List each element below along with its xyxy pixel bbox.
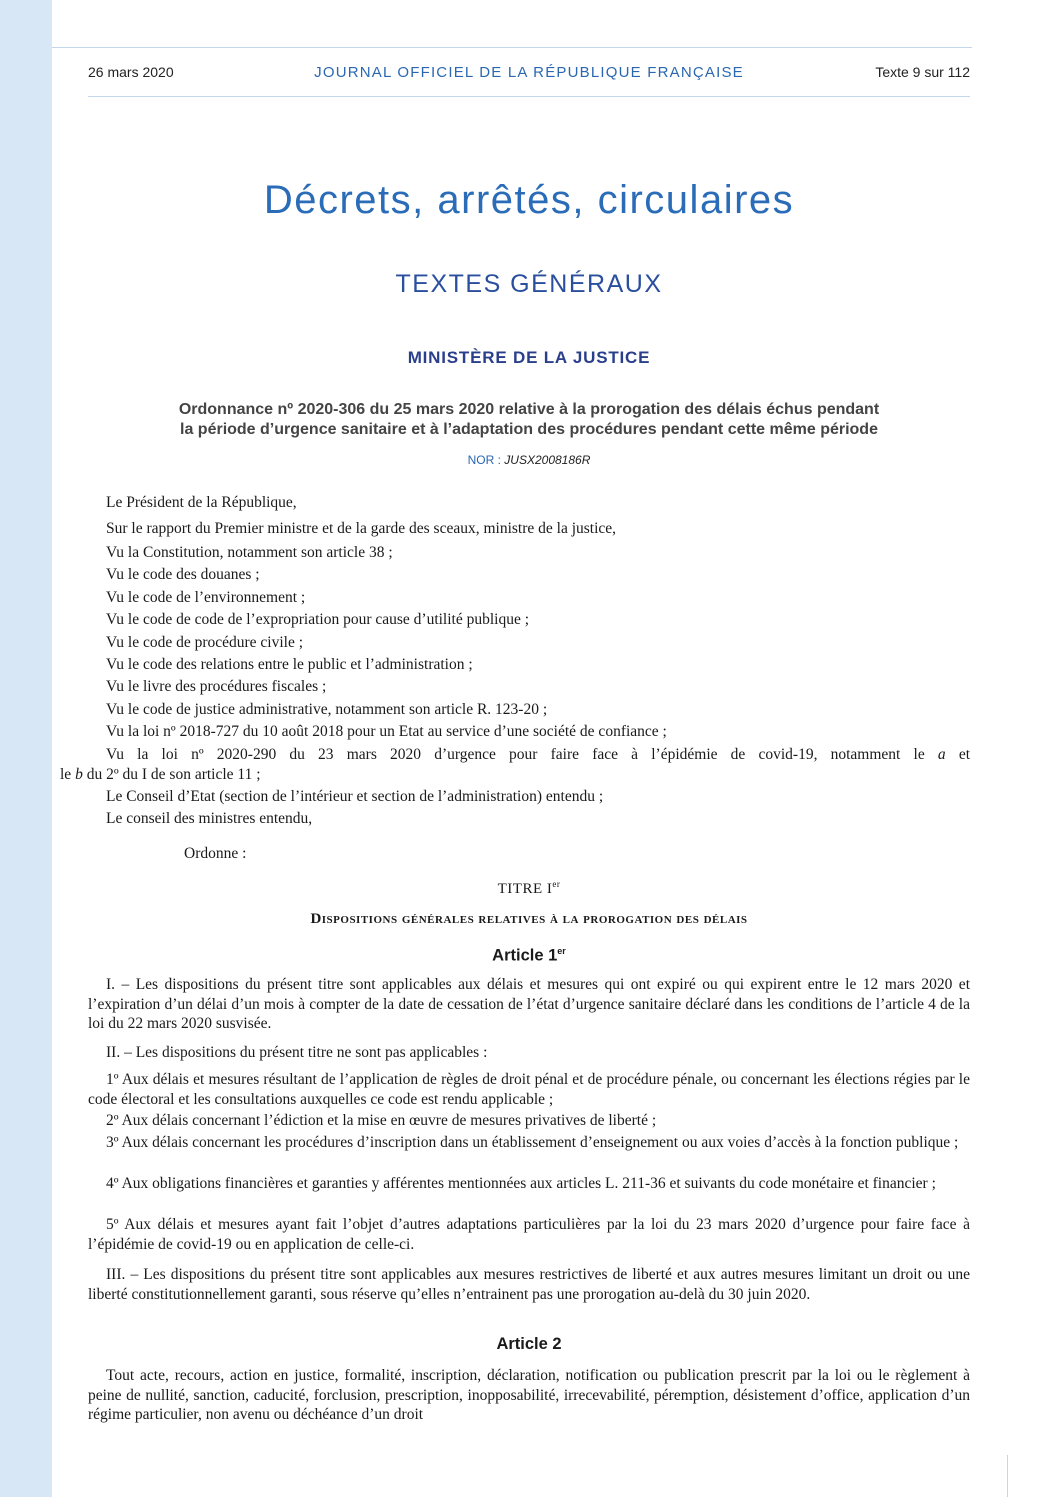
article-paragraph: III. – Les dispositions du présent titre sont applicables aux mesures restrictives de liberté et aux autres mesures limitant un droit ou une liberté constitutionnellement garanti, sous réserve qu’elles n’entrainent pas une prorogation au-delà du 30 juin 2020. — [88, 1266, 970, 1303]
article-paragraph: I. – Les dispositions du présent titre sont applicables aux délais et mesures qui ont expiré ou qui expirent entre le 12 mars 2020 et l’expiration d’un délai d’un mois à compter de la date de cessation de l’état d’urgence sanitaire déclaré dans les conditions de l’article 4 de la loi du 22 mars 2020 susvisée. — [88, 976, 970, 1033]
article-2-heading: Article 2 — [496, 1335, 562, 1353]
header-page-number: Texte 9 sur 112 — [875, 64, 970, 80]
header-journal-name: JOURNAL OFFICIEL DE LA RÉPUBLIQUE FRANÇAISE — [314, 64, 744, 81]
header-rule — [88, 96, 970, 97]
nor-label: NOR : — [467, 453, 505, 467]
preamble-line-vu-loi-2020-cont: le b du 2º du I de son article 11 ; — [60, 766, 261, 783]
titre-heading: TITRE Ier — [497, 879, 561, 897]
article-paragraph: 2º Aux délais concernant l’édiction et la mise en œuvre de mesures privatives de liberté ; — [106, 1112, 657, 1129]
article-paragraph: Tout acte, recours, action en justice, formalité, inscription, déclaration, notification ou publication prescrit par la loi ou le règlement à peine de nullité, sanction, caducité, forclusion, prescription, inopposabilité, irrecevabilité, péremption, désistement d’office, application d’un régime particulier, non avenu ou déchéance d’un droit — [88, 1367, 970, 1424]
article-1-heading: Article 1er — [492, 946, 566, 965]
preamble-line: Vu le code de l’environnement ; — [106, 589, 306, 606]
article-paragraph: 3º Aux délais concernant les procédures d’inscription dans un établissement d’enseignement ou aux voies d’accès à la fonction publique ; — [106, 1134, 959, 1151]
article-paragraph: II. – Les dispositions du présent titre ne sont pas applicables : — [106, 1044, 488, 1061]
nor-reference — [0, 453, 1058, 467]
header-date: 26 mars 2020 — [88, 64, 174, 80]
preamble-line: Vu la loi nº 2018-727 du 10 août 2018 pour un Etat au service d’une société de confiance ; — [106, 723, 667, 740]
preamble-line: Vu le livre des procédures fiscales ; — [106, 678, 327, 695]
section-title: TEXTES GÉNÉRAUX — [395, 270, 663, 298]
nor-code: JUSX2008186R — [504, 453, 591, 467]
preamble-line: Vu le code de justice administrative, notamment son article R. 123-20 ; — [106, 701, 548, 718]
preamble-line: Le Conseil d’Etat (section de l’intérieur et section de l’administration) entendu ; — [106, 788, 604, 805]
ordonnance-title-line-2: la période d’urgence sanitaire et à l’adaptation des procédures pendant cette même période — [180, 421, 878, 438]
page-header — [88, 64, 970, 84]
ministry-heading: MINISTÈRE DE LA JUSTICE — [407, 348, 651, 367]
article-paragraph: 1º Aux délais et mesures résultant de l’application de règles de droit pénal et de procédure pénale, ou concernant les élections régies par le code électoral et les consultations auxquelles ce code est rendu applicable ; — [88, 1071, 970, 1108]
ordonnance-title-line-1: Ordonnance nº 2020-306 du 25 mars 2020 relative à la prorogation des délais échus pendant — [178, 401, 880, 418]
page-title: Décrets, arrêtés, circulaires — [263, 178, 795, 222]
preamble-line: Vu le code des relations entre le public et l’administration ; — [106, 656, 473, 673]
preamble-line: Sur le rapport du Premier ministre et de la garde des sceaux, ministre de la justice, — [106, 520, 617, 537]
titre-subheading: Dispositions générales relatives à la prorogation des délais — [310, 911, 748, 927]
preamble-line-vu-loi-2020: Vu la loi nº 2020-290 du 23 mars 2020 d’urgence pour faire face à l’épidémie de covid-19, notamment le a et — [106, 746, 970, 763]
ordonnance-title — [88, 400, 970, 440]
preamble-line: Vu le code de code de l’expropriation pour cause d’utilité publique ; — [106, 611, 530, 628]
preamble-line: Le Président de la République, — [106, 494, 297, 511]
preamble-line: Vu le code des douanes ; — [106, 566, 260, 583]
ordonne-line: Ordonne : — [184, 845, 247, 862]
preamble-line: Vu le code de procédure civile ; — [106, 634, 304, 651]
article-paragraph: 4º Aux obligations financières et garanties y afférentes mentionnées aux articles L. 211-36 et suivants du code monétaire et financier ; — [106, 1175, 936, 1192]
preamble-line: Vu la Constitution, notamment son article 38 ; — [106, 544, 393, 561]
top-rule — [52, 47, 972, 48]
preamble-line: Le conseil des ministres entendu, — [106, 810, 313, 827]
article-paragraph: 5º Aux délais et mesures ayant fait l’objet d’autres adaptations particulières par la loi du 23 mars 2020 d’urgence pour faire face à l’épidémie de covid-19 ou en application de celle-ci. — [88, 1216, 970, 1253]
page-margin-strip — [0, 0, 52, 1497]
bottom-corner-rule — [1007, 1455, 1008, 1497]
